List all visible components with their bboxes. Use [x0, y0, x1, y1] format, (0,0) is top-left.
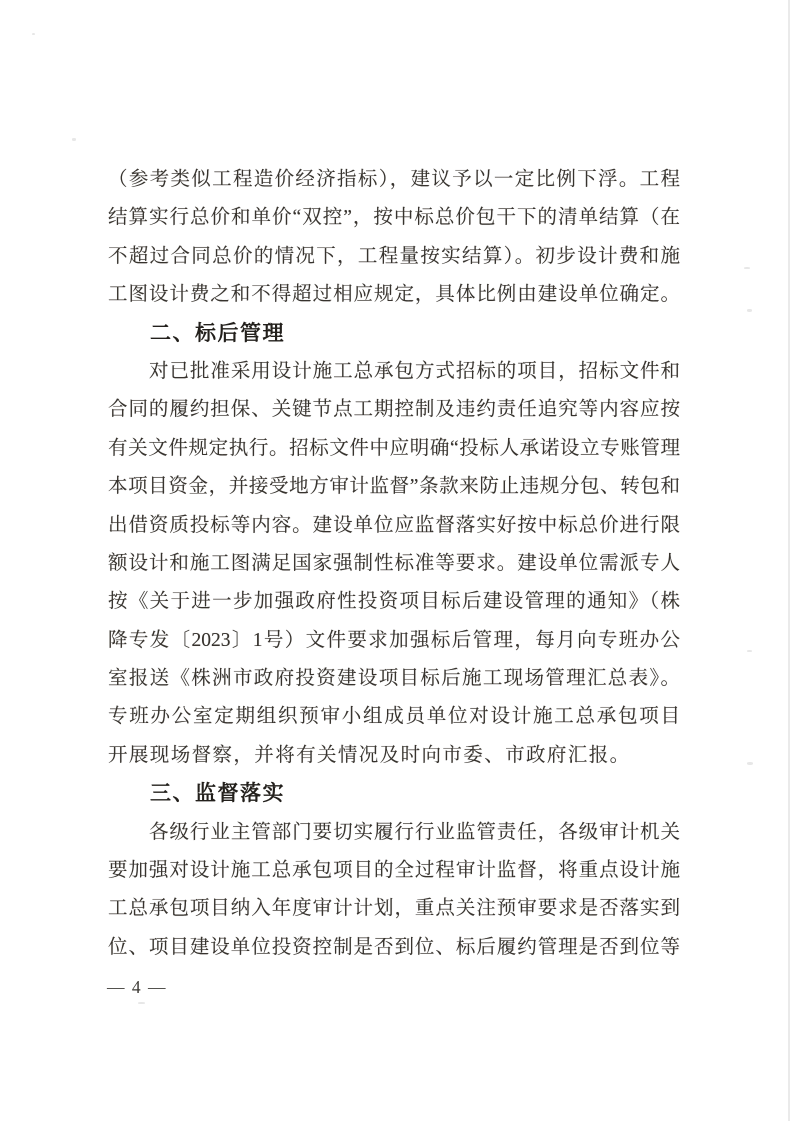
- text-line: 对已批准采用设计施工总承包方式招标的项目，招标文件和: [149, 360, 680, 382]
- text-line: 各级行业主管部门要切实履行行业监管责任，各级审计机关: [149, 821, 680, 843]
- text-line: 按《关于进一步加强政府性投资项目标后建设管理的通知》（株: [108, 591, 680, 613]
- text-line: 降专发〔2023〕1号）文件要求加强标后管理，每月向专班办公: [108, 629, 680, 651]
- text-line: 出借资质投标等内容。建设单位应监督落实好按中标总价进行限: [108, 514, 680, 536]
- text-line: 要加强对设计施工总承包项目的全过程审计监督，将重点设计施: [108, 860, 680, 882]
- text-line: 本项目资金，并接受地方审计监督”条款来防止违规分包、转包和: [108, 476, 680, 498]
- scan-speck: [747, 762, 753, 765]
- text-line: 工图设计费之和不得超过相应规定，具体比例由建设单位确定。: [108, 284, 680, 306]
- text-line: 有关文件规定执行。招标文件中应明确“投标人承诺设立专账管理: [108, 437, 680, 459]
- section-heading-post-bid-management: 二、标后管理: [150, 321, 285, 345]
- scan-speck: [72, 138, 76, 141]
- page-number: — 4 —: [107, 977, 167, 997]
- text-line: 位、项目建设单位投资控制是否到位、标后履约管理是否到位等: [108, 936, 680, 958]
- scan-speck: [747, 309, 752, 312]
- scan-edge-line: [788, 0, 790, 1121]
- text-line: （参考类似工程造价经济指标），建议予以一定比例下浮。工程: [108, 169, 680, 190]
- scan-speck: [32, 33, 35, 35]
- text-line: 合同的履约担保、关键节点工期控制及违约责任追究等内容应按: [108, 399, 680, 421]
- text-line: 结算实行总价和单价“双控”，按中标总价包干下的清单结算（在: [108, 207, 680, 229]
- scan-speck: [138, 1002, 145, 1004]
- text-line: 工总承包项目纳入年度审计计划，重点关注预审要求是否落实到: [108, 898, 680, 920]
- text-line: 不超过合同总价的情况下，工程量按实结算）。初步设计费和施: [108, 245, 680, 267]
- scan-speck: [747, 650, 752, 652]
- text-block: [108, 161, 680, 967]
- scan-speck: [744, 267, 750, 269]
- text-line: 开展现场督察，并将有关情况及时向市委、市政府汇报。: [108, 744, 631, 766]
- section-heading-supervision: 三、监督落实: [150, 782, 285, 806]
- text-line: 专班办公室定期组织预审小组成员单位对设计施工总承包项目: [108, 706, 680, 728]
- text-line: 室报送《株洲市政府投资建设项目标后施工现场管理汇总表》。: [108, 668, 680, 690]
- text-line: 额设计和施工图满足国家强制性标准等要求。建设单位需派专人: [108, 552, 680, 574]
